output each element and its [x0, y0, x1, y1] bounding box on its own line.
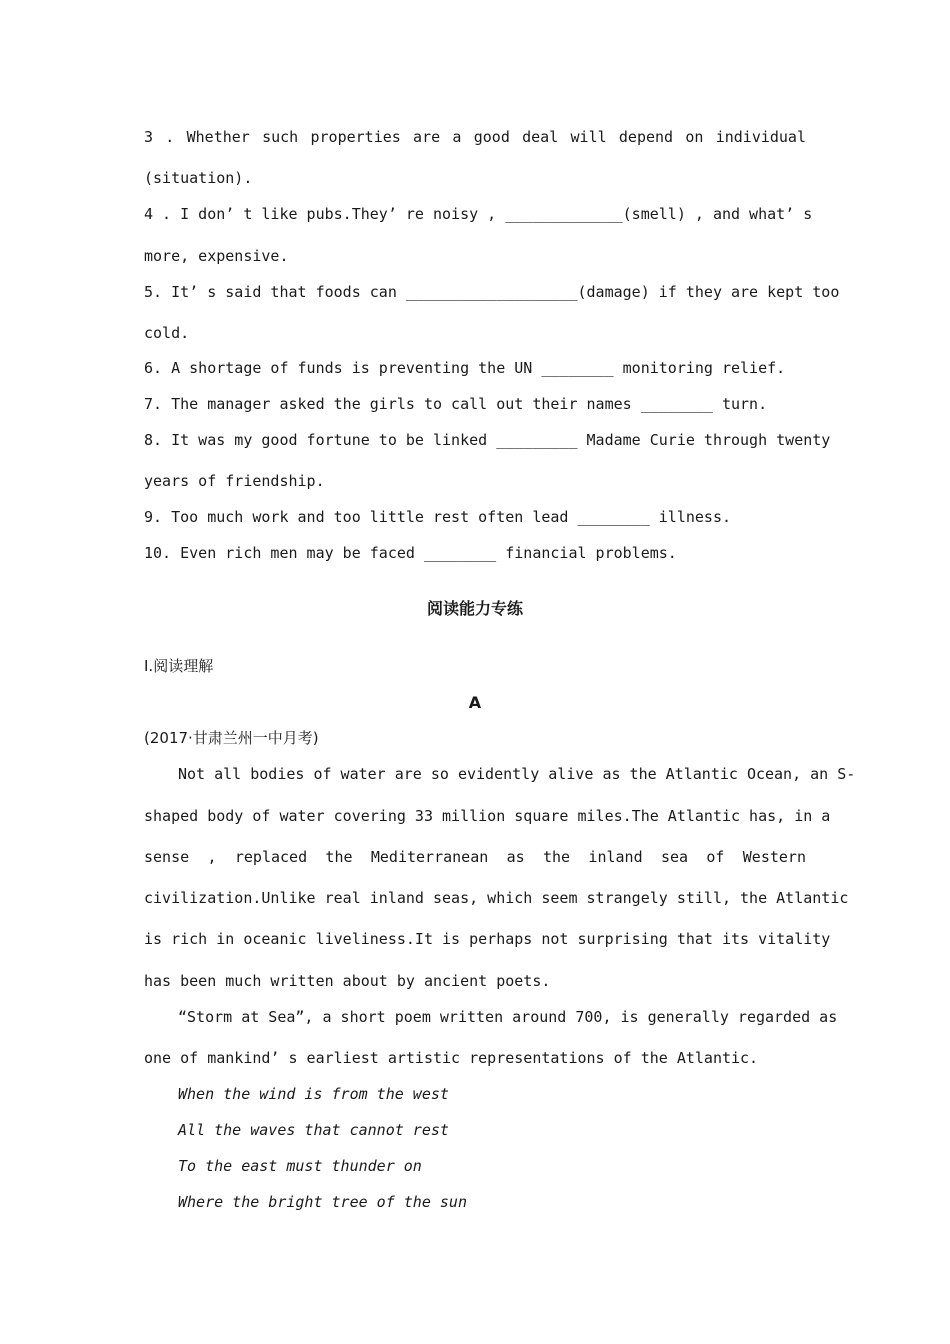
part-title: Ⅰ.阅读理解 — [144, 657, 214, 675]
paragraph-1-line-1: Not all bodies of water are so evidently alive as the Atlantic Ocean, an S- — [178, 765, 856, 783]
paragraph-2-line-1: “Storm at Sea”, a short poem written around 700, is generally regarded as — [178, 1008, 838, 1026]
exercise-4-line-1: 4 . I don’ t like pubs.They’ re noisy , _____________(smell) , and what’ s — [144, 205, 813, 223]
paragraph-2-line-2: one of mankind’ s earliest artistic representations of the Atlantic. — [144, 1049, 759, 1067]
paragraph-1-line-3: sense , replaced the Mediterranean as the inland sea of Western — [144, 848, 806, 866]
paragraph-1-line-6: has been much written about by ancient poets. — [144, 972, 551, 990]
paragraph-1-line-2: shaped body of water covering 33 million square miles.The Atlantic has, in a — [144, 807, 831, 825]
passage-label: A — [468, 693, 482, 712]
poem-line-1: When the wind is from the west — [178, 1085, 449, 1103]
exercise-4-line-2: more, expensive. — [144, 247, 289, 265]
exercise-8-line-2: years of friendship. — [144, 472, 325, 490]
exercise-3-line-1: 3 . Whether such properties are a good deal will depend on individual — [144, 128, 806, 146]
poem-line-4: Where the bright tree of the sun — [178, 1193, 467, 1211]
exercise-8-line-1: 8. It was my good fortune to be linked _________ Madame Curie through twenty — [144, 431, 831, 449]
exercise-9-line-1: 9. Too much work and too little rest often lead ________ illness. — [144, 508, 731, 526]
exercise-5-line-2: cold. — [144, 324, 190, 342]
section-title: 阅读能力专练 — [426, 599, 523, 618]
poem-line-3: To the east must thunder on — [178, 1157, 422, 1175]
passage-source: (2017·甘肃兰州一中月考) — [144, 729, 319, 747]
exercise-3-line-2: (situation). — [144, 169, 253, 187]
poem-line-2: All the waves that cannot rest — [178, 1121, 449, 1139]
paragraph-1-line-4: civilization.Unlike real inland seas, which seem strangely still, the Atlantic — [144, 889, 849, 907]
exercise-10-line-1: 10. Even rich men may be faced ________ financial problems. — [144, 544, 677, 562]
exercise-5-line-1: 5. It’ s said that foods can ___________________(damage) if they are kept too — [144, 283, 840, 301]
paragraph-1-line-5: is rich in oceanic liveliness.It is perhaps not surprising that its vitality — [144, 930, 831, 948]
exercise-7-line-1: 7. The manager asked the girls to call out their names ________ turn. — [144, 395, 768, 413]
exercise-6-line-1: 6. A shortage of funds is preventing the UN ________ monitoring relief. — [144, 359, 786, 377]
